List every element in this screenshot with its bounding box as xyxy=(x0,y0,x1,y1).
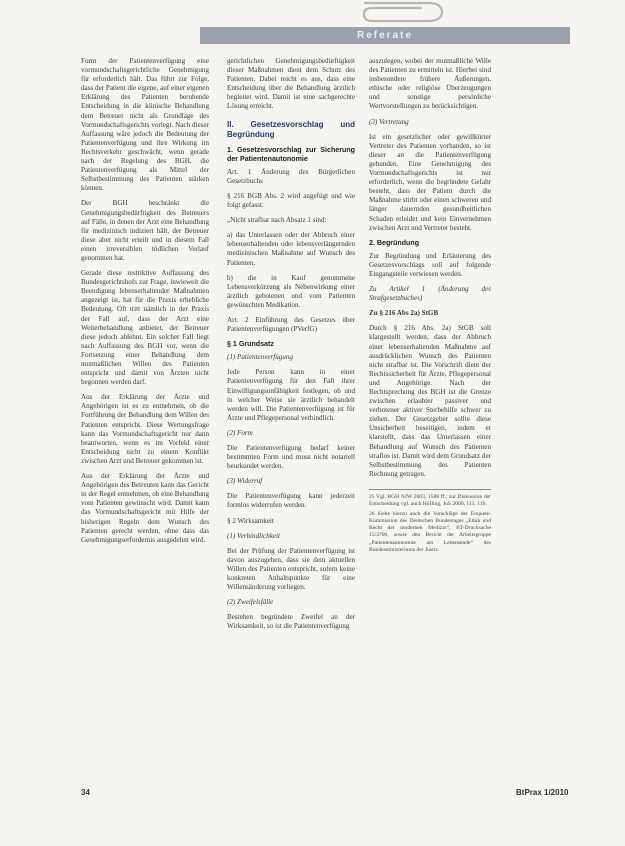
text-column-middle xyxy=(227,57,355,638)
paragraph: Bei der Prüfung der Patientenverfügung ist davon auszugehen, dass sie dem aktuellen Willen des Patienten entspricht, sofern keine konkreten Anhaltspunkte für eine Willensänderung vorliegen. xyxy=(227,546,355,592)
subsection-heading: 2. Begründung xyxy=(369,238,420,247)
paragraph: Der BGH beschränkt die Genehmigungsbedürftigkeit des Betreuers auf Fälle, in denen der Arzt eine Behandlung für medizinisch indiziert hält, der Betreuer diese aber nicht erteilt und in diesem Fall einen irreversiblen tödlichen Verlauf genommen hat. xyxy=(81,199,209,262)
paragraph-label: (1) Verbindlichkeit xyxy=(227,531,280,540)
subsection-heading: 1. Gesetzesvorschlag zur Sicherung der Patientenautonomie xyxy=(227,145,355,163)
footnotes xyxy=(369,489,491,554)
paragraph: a) das Unterlassen oder der Abbruch einer lebenserhaltenden oder lebensverlängernden medizinischen Maßnahme auf Wunsch des Patienten, xyxy=(227,231,355,267)
paragraph-label: Zu Artikel 1 (Änderung des Strafgesetzbuches) xyxy=(369,285,491,303)
journal-brand: BtPrax 1/2010 xyxy=(516,788,569,797)
paragraph: auszulegen, wobei der mutmaßliche Wille des Patienten zu ermitteln ist. Hierbei sind insbesondere frühere Äußerungen, ethische oder religiöse Überzeugungen und sonstige persönliche Wertvorstellungen zu berücksichtigen. xyxy=(369,57,491,111)
paragraph-heading: Zu § 216 Abs 2a) StGB xyxy=(369,309,439,318)
footnote: 26 Siehe hierzu auch die Vorschläge der Enquete-Kommission des Deutschen Bundestages „Ethik und Recht der modernen Medizin“, BT-Drucksache 15/3700, sowie den Bericht der Arbeitsgruppe „Patientenautonomie am Lebensende“ des Bundesministeriums der Justiz. xyxy=(369,511,491,553)
paragraph: Bestehen begründete Zweifel an der Wirksamkeit, so ist die Patientenverfügung xyxy=(227,613,355,631)
footnote: 25 Vgl. BGH NJW 2003, 1588 ff.; zur Diskussion der Entscheidung vgl. auch Höfling, JuS 2000, 111, 116. xyxy=(369,493,491,508)
paperclip-icon xyxy=(358,0,448,30)
section-header-label: Referate xyxy=(356,30,414,41)
paragraph: Zur Begründung und Erläuterung des Gesetzesvorschlags soll auf folgende Eingangsteile verwiesen werden. xyxy=(369,251,491,278)
text-column-right xyxy=(369,57,491,557)
paragraph: Die Patientenverfügung kann jederzeit formlos widerrufen werden. xyxy=(227,492,355,510)
paragraph: § 216 BGB Abs. 2 wird angefügt und wie folgt gefasst: xyxy=(227,191,355,210)
section-header-bar xyxy=(200,27,570,44)
paragraph: Art. 2 Einführung des Gesetzes über Patientenverfügungen (PVerfG) xyxy=(227,315,355,334)
paragraph: § 2 Wirksamkeit xyxy=(227,516,274,525)
paragraph: Die Patientenverfügung bedarf keiner bestimmten Form und muss nicht notariell beurkundet werden. xyxy=(227,444,355,471)
paragraph: Durch § 216 Abs. 2a) StGB soll klargestellt werden, dass der Abbruch einer lebenserhaltenden Maßnahme auf ausdrücklichen Wunsch des Patienten nicht strafbar ist. Die Vorschrift dient der Rechtssicherheit für Ärzte, Pflegepersonal und Angehörige. Nach der Rechtsprechung des BGH ist die Grenze zwischen erlaubter passiver und verbotener aktiver Sterbehilfe schwer zu ziehen. Der Gesetzgeber sollte diese Unsicherheit beseitigen, indem er klarstellt, dass das Unterlassen einer Behandlung auf Wunsch des Patienten straflos ist. Damit wird dem Grundsatz der Selbstbestimmung des Patienten Rechnung getragen. xyxy=(369,324,491,478)
paragraph: b) die in Kauf genommene Lebensverkürzung als Nebenwirkung einer ärztlich gebotenen und vom Patienten gewünschten Medikation. xyxy=(227,273,355,309)
paragraph: Form der Patientenverfügung eine vormundschaftsgerichtliche Genehmigung für erforderlich hält. Das führt zur Folge, dass der Patient die eigene, auf einer eigenen Erklärung des Patienten beruhende Entscheidung in die klinische Behandlung dem Betreuer nicht als Grundlage des Vormundschaftsgerichts vorlegt. Nach dieser Auffassung wäre jedoch die Bedeutung der Patientenverfügung und ihre Wirkung im Rechtsverkehr geschwächt, wenn gerade nach der Regelung des BGH, die Patientenverfügung als Mittel der Selbstbestimmung des Patienten stärken können. xyxy=(81,57,209,193)
text-column-left xyxy=(81,57,209,551)
paragraph: gerichtlichen Genehmigungsbedürftigkeit dieser Maßnahmen dient dem Schutz des Patienten. Dabei reicht es aus, dass eine Entscheidung über die Behandlung ärztlich begleitet wird. Damit ist eine sachgerechte Lösung erreicht. xyxy=(227,57,355,111)
paragraph: Aus der Erklärung der Ärzte und Angehörigen des Betreuten kann das Gericht in der Regel entnehmen, ob eine Behandlung vom Patienten gewünscht wird. Damit kann das Vormundschaftsgericht mit Hilfe der bisherigen Regeln dem Wunsch des Patienten gerecht werden, ohne dass das Genehmigungserfordernis ausgedehnt wird. xyxy=(81,472,209,544)
paragraph: „Nicht strafbar nach Absatz 1 sind: xyxy=(227,216,327,225)
paragraph-label: (3) Widerruf xyxy=(227,477,263,486)
paragraph: Gerade diese restriktive Auffassung des Bundesgerichtshofs zur Frage, inwieweit die Beendigung lebenserhaltender Maßnahmen angezeigt ist, hat für die Praxis erhebliche Bedeutung. Oft tritt nämlich in der Praxis der Fall auf, dass der Arzt eine Weiterbehandlung anbietet, der Betreuer diese jedoch ablehnt. Ein solcher Fall liegt nach Auffassung des BGH vor, wenn die Fortsetzung einer Behandlung dem mutmaßlichen Willen des Patienten entspricht und damit von Ärzten nicht begonnen werden darf. xyxy=(81,269,209,387)
subsection-heading: § 1 Grundsatz xyxy=(227,340,274,349)
paragraph: Art. 1 Änderung des Bürgerlichen Gesetzbuchs xyxy=(227,167,355,185)
paragraph: Ist ein gesetzlicher oder gewillkürter Vertreter des Patienten vorhanden, so ist dieser an die Patientenverfügung gebunden. Eine Genehmigung des Vormundschaftsgerichts ist nur erforderlich, wenn die begründete Gefahr besteht, dass der Patient durch die Maßnahme stirbt oder einen schweren und länger dauernden gesundheitlichen Schaden erleidet und kein Einvernehmen zwischen Arzt und Vertreter besteht. xyxy=(369,132,491,232)
paragraph: Aus der Erklärung der Ärzte und Angehörigen ist es zu entnehmen, ob die Fortführung der Behandlung dem Willen des Patienten entspricht. Diese Wertungsfrage kann das Vormundschaftsgericht nur dann beantworten, wenn es im Vorfeld einer Entscheidung nicht zu einem Konflikt zwischen Arzt und Betreuer gekommen ist. xyxy=(81,393,209,465)
paragraph: Jede Person kann in einer Patientenverfügung für den Fall ihrer Einwilligungsunfähigkeit festlegen, ob und in welcher Weise sie ärztlich behandelt werden will. Die Patientenverfügung ist für Ärzte und Pflegepersonal verbindlich. xyxy=(227,368,355,422)
section-heading: II. Gesetzesvorschlag und Begründung xyxy=(227,119,355,139)
paragraph-label: (2) Zweifelsfälle xyxy=(227,598,274,607)
paragraph-label: (1) Patientenverfügung xyxy=(227,353,293,362)
paragraph-label: (2) Form xyxy=(227,428,253,437)
paragraph-label: (3) Vertretung xyxy=(369,117,409,126)
page-number: 34 xyxy=(81,788,90,797)
